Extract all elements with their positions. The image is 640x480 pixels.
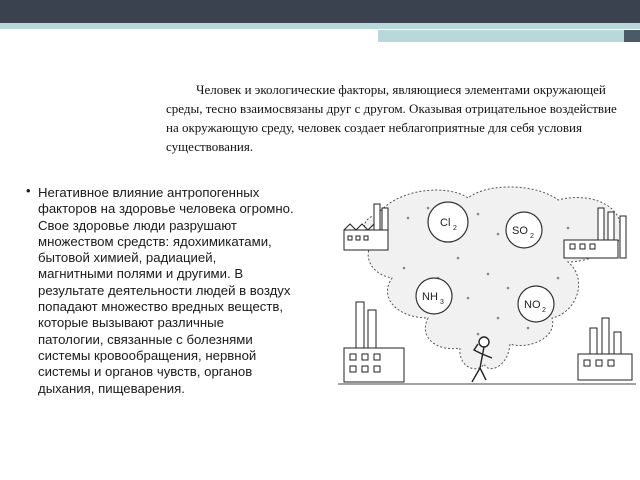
pollution-illustration — [338, 178, 636, 406]
nh3-label: NH — [422, 291, 438, 303]
cl2-label: Cl — [440, 217, 451, 229]
intro-paragraph: Человек и экологические факторы, являющиеся элементами окружающей среды, тесно взаимосвязаны друг с другом. Оказывая отрицательное воздействие на окружающую среду, человек создает неблагоприятные для себя условия существования. — [166, 82, 617, 154]
factory-bottom-left-icon — [344, 302, 404, 382]
header-accent-notch — [624, 30, 640, 42]
so2-subscript: 2 — [530, 233, 534, 240]
no2-label: NO — [524, 299, 541, 311]
header-accent-line — [0, 23, 640, 29]
smoke-cloud — [364, 187, 621, 369]
cl2-subscript: 2 — [453, 225, 457, 232]
factory-bottom-right-icon — [578, 318, 632, 380]
bullet-paragraph: Негативное влияние антропогенных факторов на здоровье человека огромно. Свое здоровье люди разрушают множеством средств: ядохимикатами, бытовой химией, радиацией, магнитными полями и другими. В результате деятельности людей в воздух попадают множество вредных веществ, которые вызывают различные патологии, связанные с болезнями системы кровообращения, нервной системы и органов чувств, органов дыхания, пищеварения. — [38, 185, 294, 396]
bullet-marker: • — [26, 183, 31, 198]
header-accent-bar — [378, 30, 640, 42]
so2-label: SO — [512, 225, 528, 237]
header-band — [0, 0, 640, 23]
nh3-subscript: 3 — [440, 299, 444, 306]
no2-subscript: 2 — [542, 307, 546, 314]
